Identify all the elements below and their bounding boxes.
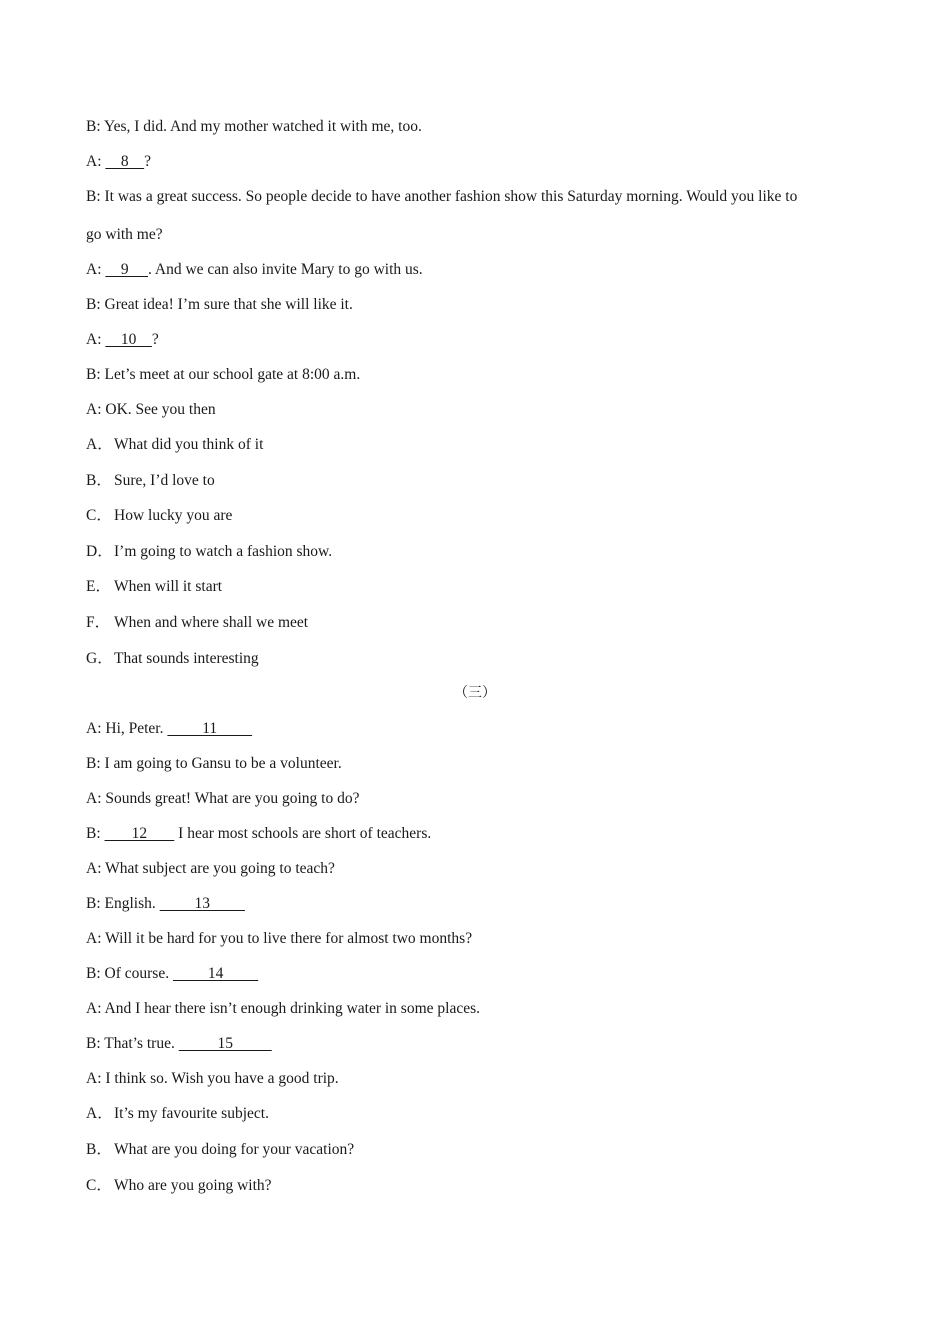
option-letter: C．: [86, 507, 112, 524]
option-item: [86, 577, 222, 597]
dialogue-line: B: Let’s meet at our school gate at 8:00 a.m.: [86, 366, 361, 383]
dialogue-line: A: What subject are you going to teach?: [86, 860, 335, 877]
line-text: B: English.: [86, 895, 160, 912]
answer-blank-14[interactable]: 14: [172, 965, 259, 982]
dialogue-line: A: And I hear there isn’t enough drinking water in some places.: [86, 1000, 481, 1017]
option-text: How lucky you are: [114, 507, 233, 524]
option-item: [86, 613, 308, 633]
dialogue-line: [86, 330, 159, 350]
option-letter: F．: [86, 614, 111, 631]
option-text: Sure, I’d love to: [114, 472, 215, 489]
answer-blank-13[interactable]: 13: [159, 895, 245, 912]
answer-blank-9[interactable]: 9: [105, 261, 148, 278]
option-letter: A．: [86, 436, 113, 453]
answer-blank-12[interactable]: 12: [104, 825, 175, 842]
speaker-label: A:: [86, 331, 106, 348]
line-text: B: That’s true.: [86, 1035, 179, 1052]
option-text: When and where shall we meet: [114, 614, 309, 631]
dialogue-line: [86, 152, 151, 172]
option-text: What did you think of it: [114, 436, 264, 453]
option-text: Who are you going with?: [114, 1177, 272, 1194]
option-letter: B．: [86, 472, 112, 489]
option-letter: G．: [86, 650, 113, 667]
option-letter: C．: [86, 1177, 112, 1194]
option-letter: E．: [86, 578, 111, 595]
answer-blank-15[interactable]: 15: [178, 1035, 272, 1052]
option-item: [86, 471, 215, 491]
dialogue-line: [86, 894, 245, 914]
option-text: It’s my favourite subject.: [114, 1105, 269, 1122]
speaker-label: A:: [86, 261, 106, 278]
option-item: [86, 435, 263, 455]
option-item: [86, 649, 259, 669]
answer-blank-11[interactable]: 11: [167, 720, 253, 737]
line-text: I hear most schools are short of teachers.: [174, 825, 432, 842]
dialogue-line: B: Yes, I did. And my mother watched it with me, too.: [86, 118, 422, 135]
speaker-label: B:: [86, 825, 105, 842]
dialogue-line: [86, 260, 423, 280]
dialogue-line: B: It was a great success. So people decide to have another fashion show this Saturday morning. Would you like to: [86, 188, 798, 205]
dialogue-line: A: Will it be hard for you to live there for almost two months?: [86, 930, 473, 947]
line-text: ?: [144, 153, 152, 170]
dialogue-line: [86, 1034, 272, 1054]
option-item: [86, 542, 332, 562]
option-text: What are you doing for your vacation?: [114, 1141, 355, 1158]
option-text: When will it start: [114, 578, 223, 595]
speaker-label: A:: [86, 153, 106, 170]
dialogue-line: [86, 964, 258, 984]
option-item: [86, 1104, 269, 1124]
line-text: B: Of course.: [86, 965, 173, 982]
answer-blank-10[interactable]: 10: [105, 331, 152, 348]
section-heading: （三）: [454, 686, 496, 701]
dialogue-line: A: OK. See you then: [86, 401, 216, 418]
option-item: [86, 1140, 354, 1160]
option-letter: D．: [86, 543, 113, 560]
option-letter: B．: [86, 1141, 112, 1158]
option-item: [86, 506, 232, 526]
option-text: That sounds interesting: [114, 650, 259, 667]
line-text: ?: [151, 331, 159, 348]
answer-blank-8[interactable]: 8: [105, 153, 145, 170]
dialogue-line: A: Sounds great! What are you going to do?: [86, 790, 360, 807]
dialogue-line-continuation: go with me?: [86, 226, 163, 243]
option-item: [86, 1176, 272, 1196]
option-text: I’m going to watch a fashion show.: [114, 543, 333, 560]
dialogue-line: A: I think so. Wish you have a good trip.: [86, 1070, 339, 1087]
dialogue-line: [86, 719, 252, 739]
dialogue-line: B: I am going to Gansu to be a volunteer.: [86, 755, 342, 772]
dialogue-line: [86, 824, 431, 844]
line-text: . And we can also invite Mary to go with us.: [148, 261, 423, 278]
dialogue-line: B: Great idea! I’m sure that she will like it.: [86, 296, 353, 313]
line-text: A: Hi, Peter.: [86, 720, 168, 737]
option-letter: A．: [86, 1105, 113, 1122]
